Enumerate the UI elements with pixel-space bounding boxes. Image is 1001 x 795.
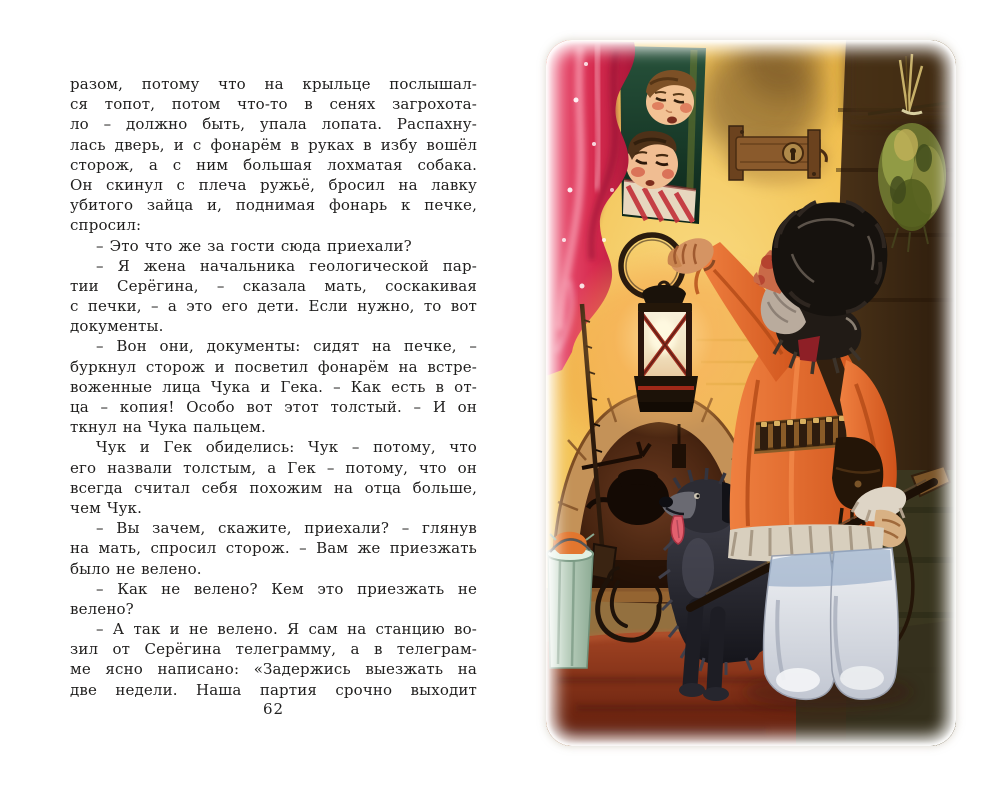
text-line: ткнул на Чука пальцем. xyxy=(70,418,266,437)
felt-boots xyxy=(764,548,899,699)
page-number: 62 xyxy=(262,700,285,718)
text-line: велено? xyxy=(70,599,134,618)
text-line: ся топот, потом что-то в сенях загрохота- xyxy=(70,95,477,114)
text-line: лась дверь, и с фонарём в руках в избу вошёл xyxy=(70,135,477,154)
text-line: ме ясно написано: «Задержись выезжать на xyxy=(70,660,477,679)
boy-upper xyxy=(646,70,696,125)
text-line: – Вон они, документы: сидят на печке, – xyxy=(96,337,477,356)
text-line: сторож, а с ним большая лохматая собака. xyxy=(70,155,477,174)
text-line: спросил: xyxy=(70,216,142,235)
text-line: – А так и не велено. Я сам на станцию во- xyxy=(96,620,477,639)
text-line: Он скинул с плеча ружьё, бросил на лавку xyxy=(70,175,477,194)
illustration xyxy=(546,40,956,746)
bucket xyxy=(547,532,594,668)
fur-hat xyxy=(772,202,888,316)
illustration-svg xyxy=(546,40,956,746)
text-line: ло – должно быть, упала лопата. Распахну- xyxy=(70,115,477,134)
text-line: – Я жена начальника геологической пар- xyxy=(96,256,477,275)
text-line: чем Чук. xyxy=(70,498,142,517)
wall-latch xyxy=(726,126,830,186)
text-line: зил от Серёгина телеграмму, а в телеграм- xyxy=(70,640,477,659)
text-line: с печки, – а это его дети. Если нужно, то вот xyxy=(70,297,477,316)
text-line: его назвали толстым, а Гек – потому, что он xyxy=(70,458,477,477)
text-line: Чук и Гек обиделись: Чук – потому, что xyxy=(96,438,477,457)
text-line: всегда считал себя похожим на отца больше, xyxy=(70,478,477,497)
page-text xyxy=(70,74,477,700)
boy-lower xyxy=(626,131,678,189)
text-line: – Это что же за гости сюда приехали? xyxy=(96,236,412,255)
text-line: две недели. Наша партия срочно выходит xyxy=(70,680,477,699)
text-line: документы. xyxy=(70,317,164,336)
text-line: воженные лица Чука и Гека. – Как есть в от- xyxy=(70,377,477,396)
text-line: – Вы зачем, скажите, приехали? – глянув xyxy=(96,519,477,538)
text-line: ца – копия! Особо вот этот толстый. – И он xyxy=(70,398,477,416)
text-line: было не велено. xyxy=(70,559,202,578)
text-line: разом, потому что на крыльце послышал- xyxy=(70,75,477,93)
text-line: на мать, спросил сторож. – Вам же приезжать xyxy=(70,539,477,558)
text-line: убитого зайца и, поднимая фонарь к печке, xyxy=(70,196,477,215)
text-line: – Как не велено? Кем это приезжать не xyxy=(96,579,477,598)
text-line: тии Серёгина, – сказала мать, соскакивая xyxy=(70,276,477,295)
text-line: буркнул сторож и посветил фонарём на встре- xyxy=(70,357,477,376)
